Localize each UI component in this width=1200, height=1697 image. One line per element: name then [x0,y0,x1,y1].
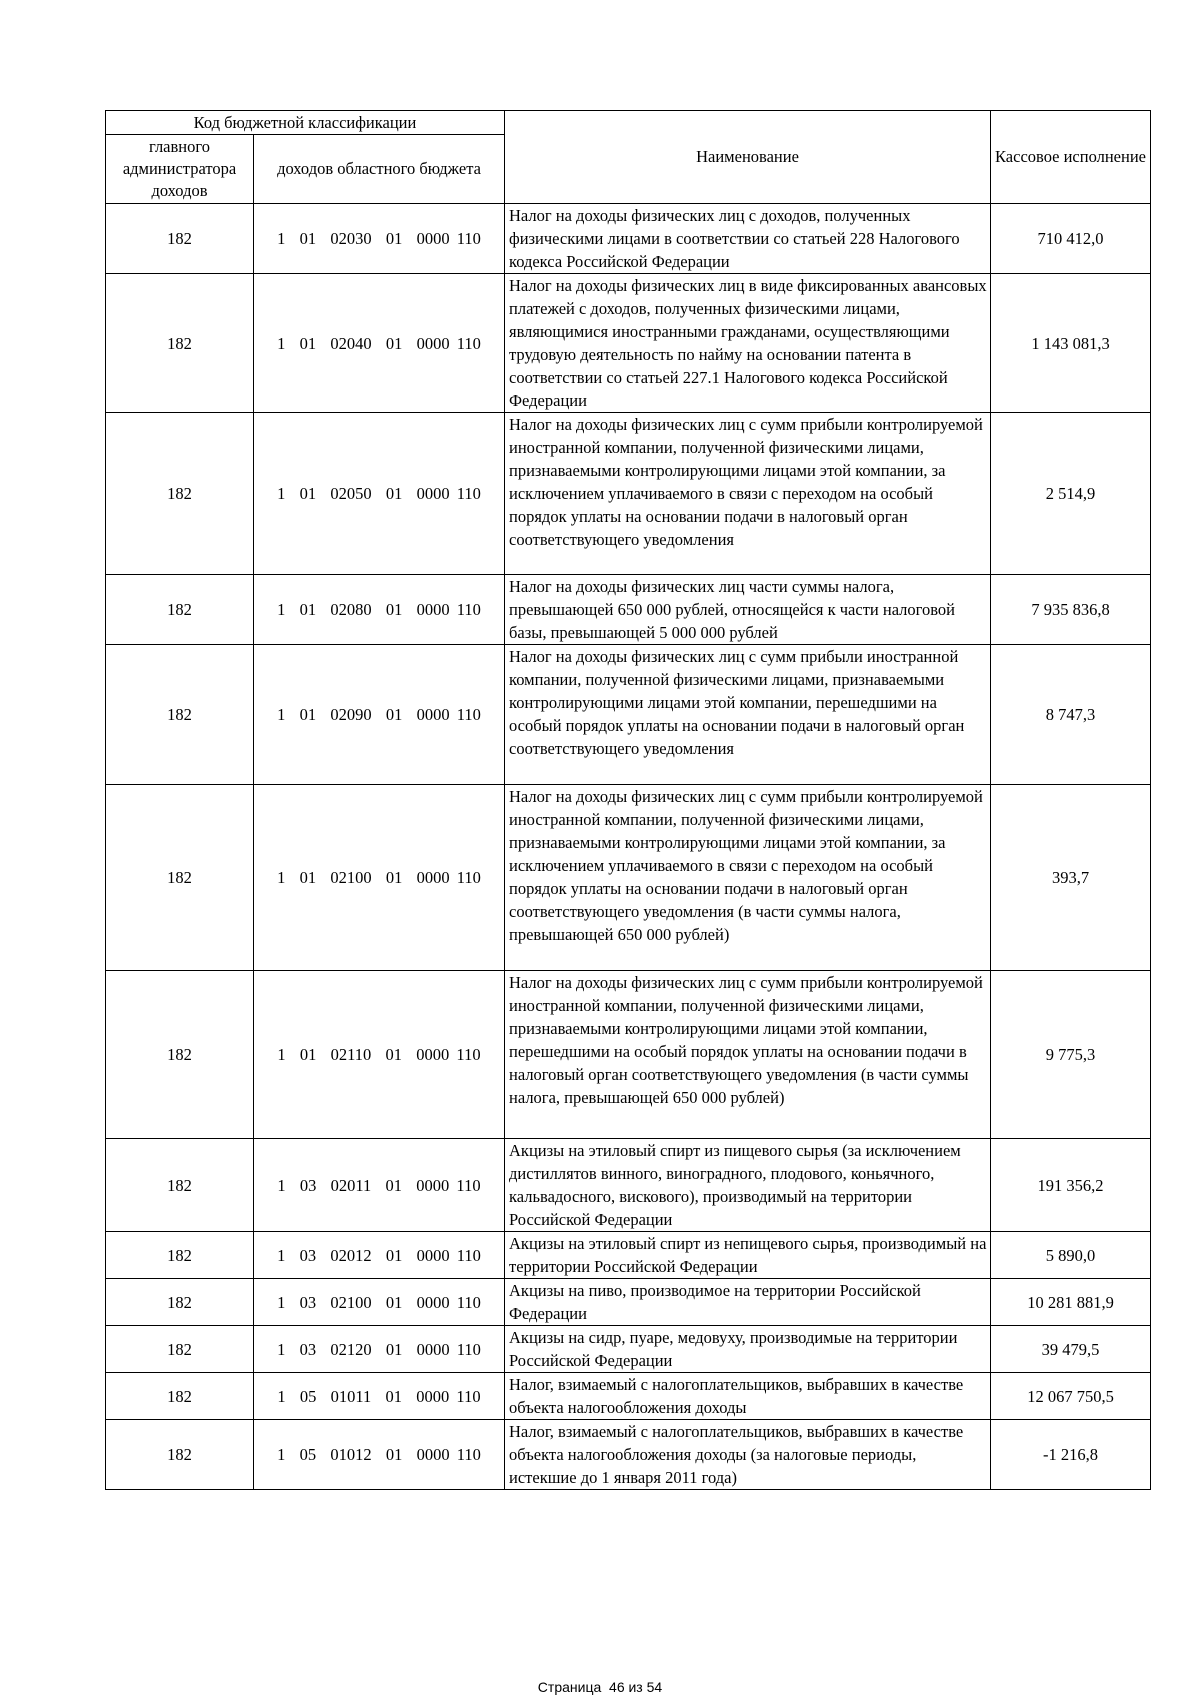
header-classification-code: Код бюджетной классификации [106,111,505,135]
cell-admin-code: 182 [106,1373,254,1420]
cell-name: Акцизы на этиловый спирт из пищевого сырья (за исключением дистиллятов винного, виноградного, плодового, коньячного, кальвадосного, вискового), производимый на территории Российской Федерации [505,1139,991,1232]
table-header [106,111,1151,204]
table-row [106,413,1151,575]
cell-admin-code: 182 [106,413,254,575]
budget-revenue-table [105,110,1151,1490]
cell-admin-code: 182 [106,204,254,274]
cell-revenue-code: 1 01 02090 01 0000 110 [254,645,505,785]
cell-revenue-code: 1 03 02011 01 0000 110 [254,1139,505,1232]
cell-revenue-code: 1 03 02120 01 0000 110 [254,1326,505,1373]
table-row [106,204,1151,274]
cell-admin-code: 182 [106,1326,254,1373]
table-row [106,785,1151,971]
cell-name: Акцизы на сидр, пуаре, медовуху, производимые на территории Российской Федерации [505,1326,991,1373]
cell-name: Налог на доходы физических лиц с сумм прибыли иностранной компании, полученной физическими лицами, признаваемыми контролирующими лицами этой компании, перешедшими на особый порядок уплаты на основании подачи в налоговый орган соответствующего уведомления [505,645,991,785]
cell-revenue-code: 1 01 02110 01 0000 110 [254,971,505,1139]
cell-amount: 710 412,0 [991,204,1151,274]
table-row [106,645,1151,785]
cell-name: Налог на доходы физических лиц части суммы налога, превышающей 650 000 рублей, относящейся к части налоговой базы, превышающей 5 000 000 рублей [505,575,991,645]
cell-name: Налог, взимаемый с налогоплательщиков, выбравших в качестве объекта налогообложения доходы (за налоговые периоды, истекшие до 1 января 2011 года) [505,1420,991,1490]
cell-revenue-code: 1 01 02100 01 0000 110 [254,785,505,971]
table-row [106,274,1151,413]
cell-revenue-code: 1 01 02040 01 0000 110 [254,274,505,413]
cell-amount: 8 747,3 [991,645,1151,785]
table-row [106,575,1151,645]
cell-name: Налог на доходы физических лиц с доходов, полученных физическими лицами в соответствии со статьей 228 Налогового кодекса Российской Федерации [505,204,991,274]
cell-name: Налог на доходы физических лиц с сумм прибыли контролируемой иностранной компании, полученной физическими лицами, признаваемыми контролирующими лицами этой компании, за исключением уплачиваемого в связи с переходом на особый порядок уплаты на основании подачи в налоговый орган соответствующего уведомления (в части суммы налога, превышающей 650 000 рублей) [505,785,991,971]
cell-name: Налог на доходы физических лиц в виде фиксированных авансовых платежей с доходов, полученных физическими лицами, являющимися иностранными гражданами, осуществляющими трудовую деятельность по найму на основании патента в соответствии со статьей 227.1 Налогового кодекса Российской Федерации [505,274,991,413]
cell-amount: 9 775,3 [991,971,1151,1139]
header-cash-execution: Кассовое исполнение [991,111,1151,204]
table-row [106,971,1151,1139]
header-chief-administrator: главного администратора доходов [106,135,254,204]
table-row [106,1373,1151,1420]
table-row [106,1279,1151,1326]
table-row [106,1420,1151,1490]
table-row [106,1139,1151,1232]
cell-amount: 1 143 081,3 [991,274,1151,413]
cell-name: Налог, взимаемый с налогоплательщиков, выбравших в качестве объекта налогообложения доходы [505,1373,991,1420]
header-name: Наименование [505,111,991,204]
cell-revenue-code: 1 01 02030 01 0000 110 [254,204,505,274]
cell-amount: 39 479,5 [991,1326,1151,1373]
cell-revenue-code: 1 01 02050 01 0000 110 [254,413,505,575]
cell-revenue-code: 1 03 02100 01 0000 110 [254,1279,505,1326]
page-number: Страница 46 из 54 [537,1679,663,1695]
cell-revenue-code: 1 03 02012 01 0000 110 [254,1232,505,1279]
cell-amount: 2 514,9 [991,413,1151,575]
cell-admin-code: 182 [106,575,254,645]
cell-admin-code: 182 [106,274,254,413]
cell-name: Налог на доходы физических лиц с сумм прибыли контролируемой иностранной компании, полученной физическими лицами, признаваемыми контролирующими лицами этой компании, перешедшими на особый порядок уплаты на основании подачи в налоговый орган соответствующего уведомления (в части суммы налога, превышающей 650 000 рублей) [505,971,991,1139]
cell-amount: 7 935 836,8 [991,575,1151,645]
cell-admin-code: 182 [106,785,254,971]
cell-amount: 191 356,2 [991,1139,1151,1232]
cell-admin-code: 182 [106,1139,254,1232]
cell-admin-code: 182 [106,971,254,1139]
cell-name: Налог на доходы физических лиц с сумм прибыли контролируемой иностранной компании, полученной физическими лицами, признаваемыми контролирующими лицами этой компании, за исключением уплачиваемого в связи с переходом на особый порядок уплаты на основании подачи в налоговый орган соответствующего уведомления [505,413,991,575]
table-row [106,1326,1151,1373]
cell-amount: 12 067 750,5 [991,1373,1151,1420]
cell-name: Акцизы на этиловый спирт из непищевого сырья, производимый на территории Российской Федерации [505,1232,991,1279]
cell-admin-code: 182 [106,1420,254,1490]
cell-admin-code: 182 [106,645,254,785]
cell-amount: 393,7 [991,785,1151,971]
cell-admin-code: 182 [106,1279,254,1326]
header-regional-budget-revenue: доходов областного бюджета [254,135,505,204]
cell-amount: 10 281 881,9 [991,1279,1151,1326]
cell-revenue-code: 1 05 01012 01 0000 110 [254,1420,505,1490]
cell-revenue-code: 1 01 02080 01 0000 110 [254,575,505,645]
cell-amount: 5 890,0 [991,1232,1151,1279]
cell-amount: -1 216,8 [991,1420,1151,1490]
cell-name: Акцизы на пиво, производимое на территории Российской Федерации [505,1279,991,1326]
cell-admin-code: 182 [106,1232,254,1279]
cell-revenue-code: 1 05 01011 01 0000 110 [254,1373,505,1420]
table-row [106,1232,1151,1279]
table-body [106,204,1151,1490]
